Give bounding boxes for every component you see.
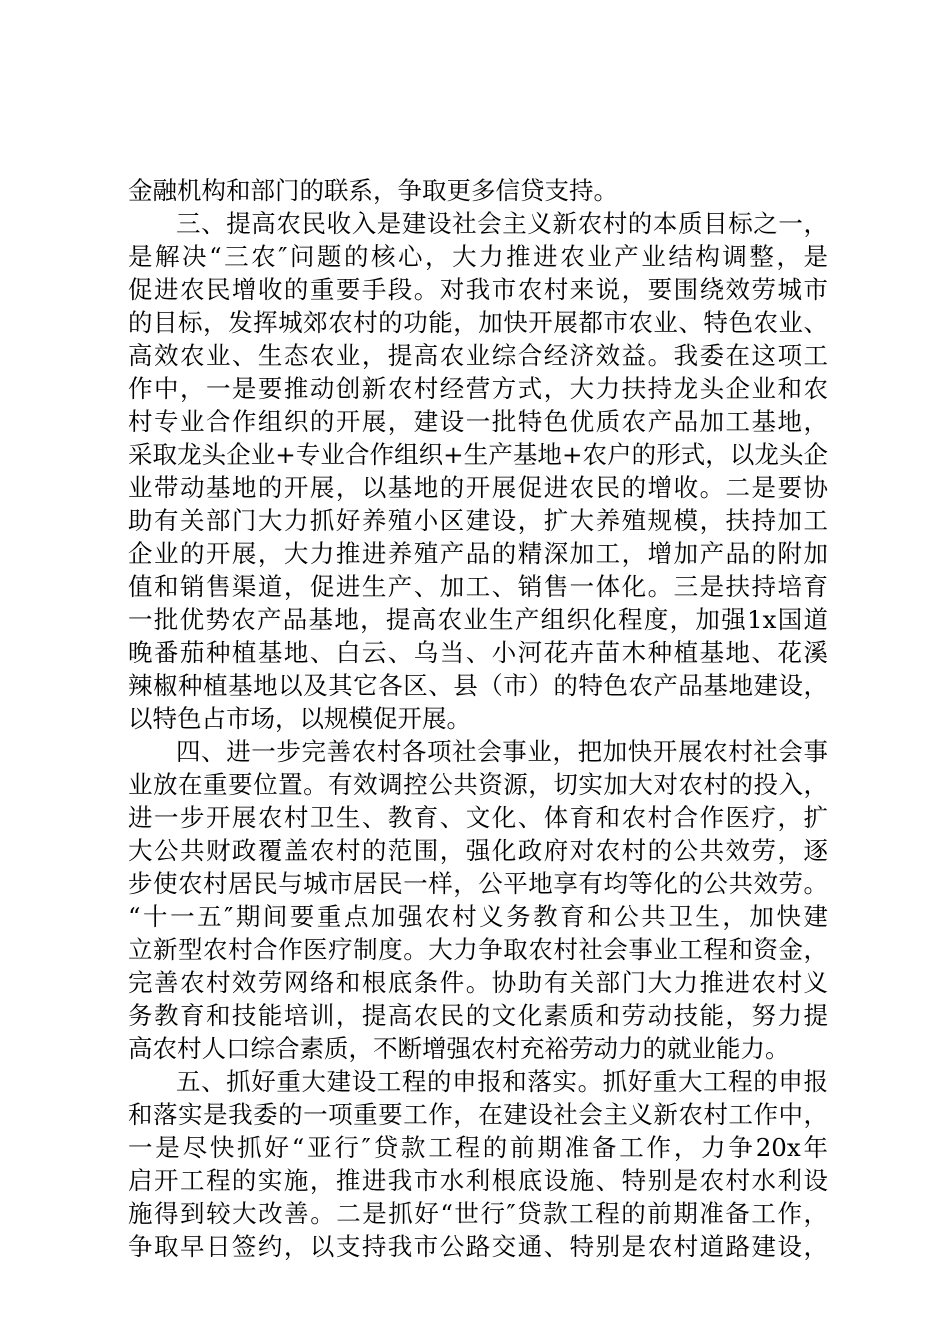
text-line: 值和销售渠道，促进生产、加工、销售一体化。三是扶持培育 [128, 572, 828, 601]
text-line: 大公共财政覆盖农村的范围，强化政府对农村的公共效劳，逐 [128, 836, 828, 865]
text-line: 一批优势农产品基地，提高农业生产组织化程度，加强1x国道 [128, 605, 828, 634]
text-line: 高农村人口综合素质，不断增强农村充裕劳动力的就业能力。 [128, 1034, 790, 1063]
text-line: 企业的开展，大力推进养殖产品的精深加工，增加产品的附加 [128, 539, 828, 568]
text-line: 务教育和技能培训，提高农民的文化素质和劳动技能，努力提 [128, 1001, 828, 1030]
text-line: 高效农业、生态农业，提高农业综合经济效益。我委在这项工 [128, 341, 828, 370]
text-line: 晚番茄种植基地、白云、乌当、小河花卉苗木种植基地、花溪 [128, 638, 828, 667]
text-line: 辣椒种植基地以及其它各区、县（市）的特色农产品基地建设， [128, 671, 828, 700]
paragraph-4-first-line: 四、进一步完善农村各项社会事业，把加快开展农村社会事 [176, 737, 828, 766]
text-line: 施得到较大改善。二是抓好“世行″贷款工程的前期准备工作， [128, 1199, 828, 1228]
text-line: 一是尽快抓好“亚行″贷款工程的前期准备工作，力争20x年 [128, 1133, 828, 1162]
text-line: 金融机构和部门的联系，争取更多信贷支持。 [128, 176, 618, 205]
text-line: 立新型农村合作医疗制度。大力争取农村社会事业工程和资金， [128, 935, 828, 964]
text-line: 采取龙头企业+专业合作组织+生产基地+农户的形式，以龙头企 [128, 440, 828, 469]
text-line: 作中，一是要推动创新农村经营方式，大力扶持龙头企业和农 [128, 374, 828, 403]
text-line: 促进农民增收的重要手段。对我市农村来说，要围绕效劳城市 [128, 275, 828, 304]
text-line: 业带动基地的开展，以基地的开展促进农民的增收。二是要协 [128, 473, 828, 502]
text-line: 和落实是我委的一项重要工作，在建设社会主义新农村工作中， [128, 1100, 828, 1129]
text-line: 以特色占市场，以规模促开展。 [128, 704, 471, 733]
text-line: 的目标，发挥城郊农村的功能，加快开展都市农业、特色农业、 [128, 308, 828, 337]
paragraph-3-first-line: 三、提高农民收入是建设社会主义新农村的本质目标之一， [176, 209, 828, 238]
text-line: 步使农村居民与城市居民一样，公平地享有均等化的公共效劳。 [128, 869, 828, 898]
text-line: 是解决“三农″问题的核心，大力推进农业产业结构调整，是 [128, 242, 828, 271]
text-line: 启开工程的实施，推进我市水利根底设施、特别是农村水利设 [128, 1166, 828, 1195]
text-line: “十一五″期间要重点加强农村义务教育和公共卫生，加快建 [128, 902, 828, 931]
text-line: 争取早日签约，以支持我市公路交通、特别是农村道路建设， [128, 1232, 828, 1261]
paragraph-5-first-line: 五、抓好重大建设工程的申报和落实。抓好重大工程的申报 [176, 1067, 828, 1096]
text-line: 完善农村效劳网络和根底条件。协助有关部门大力推进农村义 [128, 968, 828, 997]
text-line: 村专业合作组织的开展，建设一批特色优质农产品加工基地， [128, 407, 828, 436]
text-line: 助有关部门大力抓好养殖小区建设，扩大养殖规模，扶持加工 [128, 506, 828, 535]
text-line: 业放在重要位置。有效调控公共资源，切实加大对农村的投入， [128, 770, 828, 799]
text-line: 进一步开展农村卫生、教育、文化、体育和农村合作医疗，扩 [128, 803, 828, 832]
